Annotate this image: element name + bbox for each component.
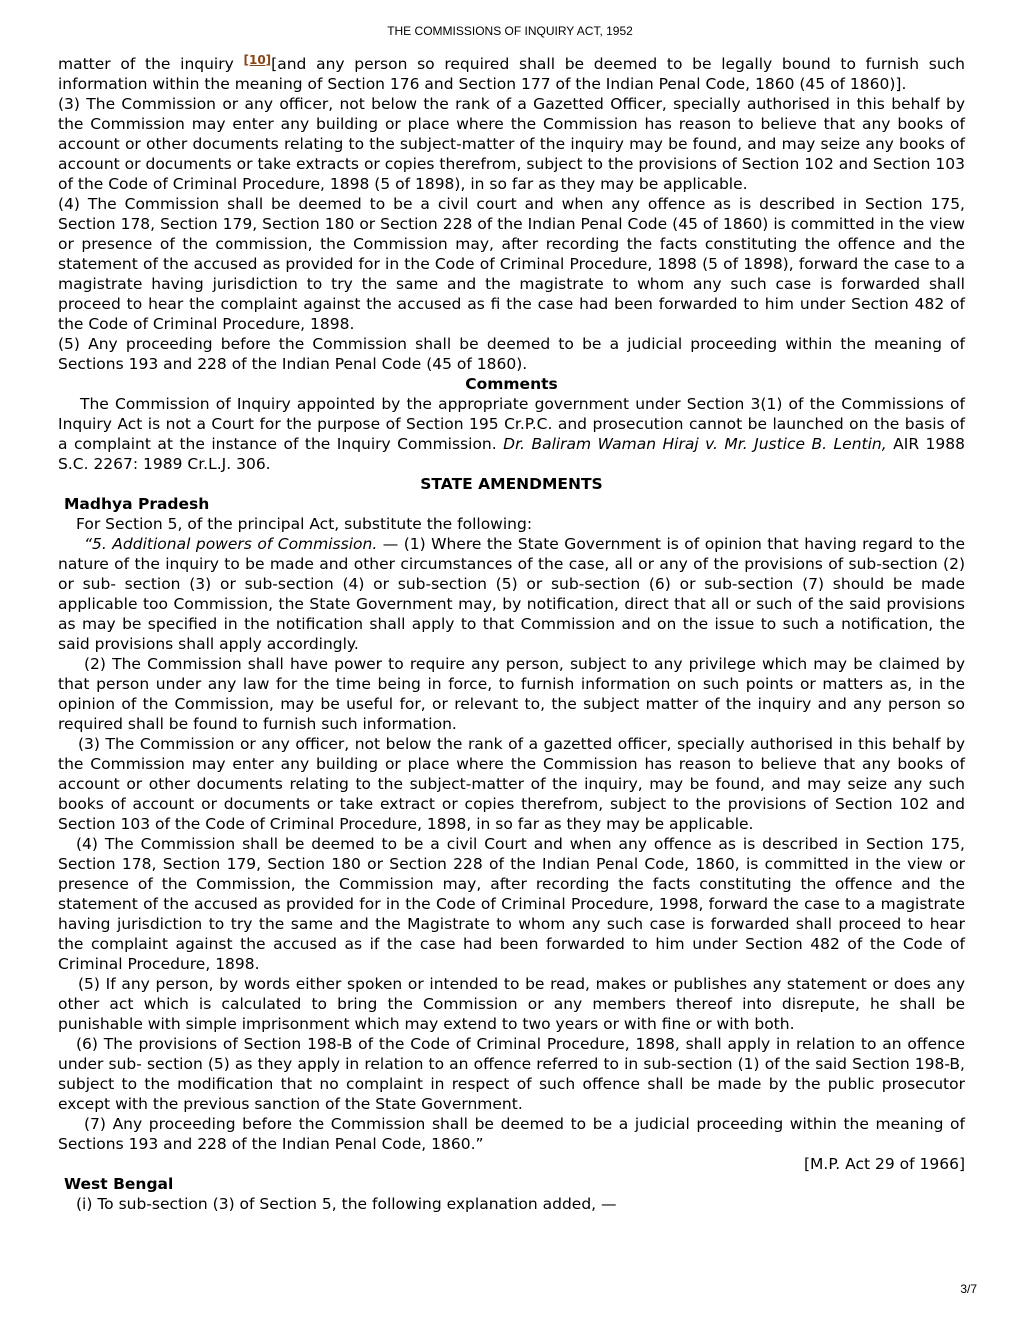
text-span: — (1) Where the State Government is of opinion that having regard to the nature of the inquiry to be made and other circumstances of the case, all or any of the provisions of sub-section (2) or sub- section (3) or sub-section (4) or sub-section (5) or sub-section (6) or sub-section (7) should be made applicable too Commission, the State Government may, by notification, direct that all or such of the said provisions as may be specified in the notification shall apply to that Commission and on the issue to such a notification, the said provisions shall apply accordingly. [58,535,965,653]
page-number: 3/7 [960,1282,977,1296]
mp-section-5-7: (7) Any proceeding before the Commission shall be deemed to be a judicial proceeding within the meaning of Sections 193 and 228 of the Indian Penal Code, 1860.” [58,1115,965,1153]
wb-heading: West Bengal [64,1175,174,1193]
mp-section-5-4: (4) The Commission shall be deemed to be a civil Court and when any offence as is described in Section 175, Section 178, Section 179, Section 180 or Section 228 of the Indian Penal Code, 1860, is committed in the view or presence of the Commission, the Commission may, after recording the facts constituting the offence and the statement of the accused as provided for in the Code of Criminal Procedure, 1998, forward the case to a magistrate having jurisdiction to try the same and the Magistrate to whom any such case is forwarded shall proceed to hear the complaint against the accused as if the case had been forwarded to him under Section 482 of the Code of Criminal Procedure, 1898. [58,835,965,973]
case-citation: AIR 1988 S.C. 2267: 1989 Cr.L.J. 306. [58,435,966,473]
quote-mark: “ [84,535,93,553]
mp-section-5-5: (5) If any person, by words either spoken or intended to be read, makes or publishes any statement or does any other act which is calculated to bring the Commission or any members thereof into disrepute, he shall be punishable with simple imprisonment which may extend to two years or with fine or with both. [58,975,965,1033]
mp-section-5-3: (3) The Commission or any officer, not below the rank of a gazetted officer, specially authorised in this behalf by the Commission may enter any building or place where the Commission has reason to believe that any books of account or other documents relating to the subject-matter of the inquiry, may be found, and may seize any such books of account or documents or take extract or copies therefrom, subject to the provisions of Section 102 and Section 103 of the Code of Criminal Procedure, 1898, in so far as they may be applicable. [58,735,965,833]
page-header: THE COMMISSIONS OF INQUIRY ACT, 1952 [387,24,633,38]
comments-text [58,394,965,474]
mp-section-5-1 [58,534,965,654]
sub-section-3: (3) The Commission or any officer, not below the rank of a Gazetted Officer, specially authorised in this behalf by the Commission may enter any building or place where the Commission has reason to believe that any books of account or other documents relating to the subject-matter of the inquiry may be found, and may seize any books of account or documents or take extracts or copies therefrom, subject to the provisions of Section 102 and Section 103 of the Code of Criminal Procedure, 1898 (5 of 1898), in so far as they may be applicable. [58,95,965,193]
text-span: The Commission of Inquiry appointed by the appropriate government under Section 3(1) of the Commissions of Inquiry Act is not a Court for the purpose of Section 195 Cr.P.C. and prosecution cannot be launched on the basis of a complaint at the instance of the Inquiry Commission. [58,395,965,453]
section-title: 5. Additional powers of Commission. [92,535,378,553]
mp-lead: For Section 5, of the principal Act, substitute the following: [76,515,533,533]
text-span: [and any person so required shall be deemed to be legally bound to furnish such information within the meaning of Section 176 and Section 177 of the Indian Penal Code, 1860 (45 of 1860)]. [58,55,965,93]
state-amendments-heading: STATE AMENDMENTS [420,475,603,493]
mp-section-5-6: (6) The provisions of Section 198-B of the Code of Criminal Procedure, 1898, shall apply in relation to an offence under sub- section (5) as they apply in relation to an offence referred to in sub-section (1) of the said Section 198-B, subject to the modification that no complaint in respect of such offence shall be made by the public prosecutor except with the previous sanction of the State Government. [58,1035,965,1113]
case-name: Dr. Baliram Waman Hiraj v. Mr. Justice B. Lentin, [503,435,887,453]
document-body [58,50,965,1214]
paragraph-continued [58,50,965,94]
wb-lead: (i) To sub-section (3) of Section 5, the following explanation added, — [76,1195,617,1213]
sub-section-5: (5) Any proceeding before the Commission shall be deemed to be a judicial proceeding within the meaning of Sections 193 and 228 of the Indian Penal Code (45 of 1860). [58,335,965,373]
mp-act-citation: [M.P. Act 29 of 1966] [803,1155,965,1173]
text-span: matter of the inquiry [58,55,244,73]
mp-section-5-2: (2) The Commission shall have power to require any person, subject to any privilege which may be claimed by that person under any law for the time being in force, to furnish information on such points or matters as, in the opinion of the Commission, may be useful for, or relevant to, the subject matter of the inquiry and any person so required shall be found to furnish such information. [58,655,965,733]
footnote-ref-link[interactable]: [10] [243,53,272,67]
sub-section-4: (4) The Commission shall be deemed to be a civil court and when any offence as is described in Section 175, Section 178, Section 179, Section 180 or Section 228 of the Indian Penal Code (45 of 1860) is committed in the view or presence of the commission, the Commission may, after recording the facts constituting the offence and the statement of the accused as provided for in the Code of Criminal Procedure, 1898 (5 of 1898), forward the case to a magistrate having jurisdiction to try the same and the magistrate to whom any such case is forwarded shall proceed to hear the complaint against the accused as fi the case had been forwarded to him under Section 482 of the Code of Criminal Procedure, 1898. [58,195,965,333]
comments-heading: Comments [465,375,558,393]
mp-heading: Madhya Pradesh [64,495,210,513]
